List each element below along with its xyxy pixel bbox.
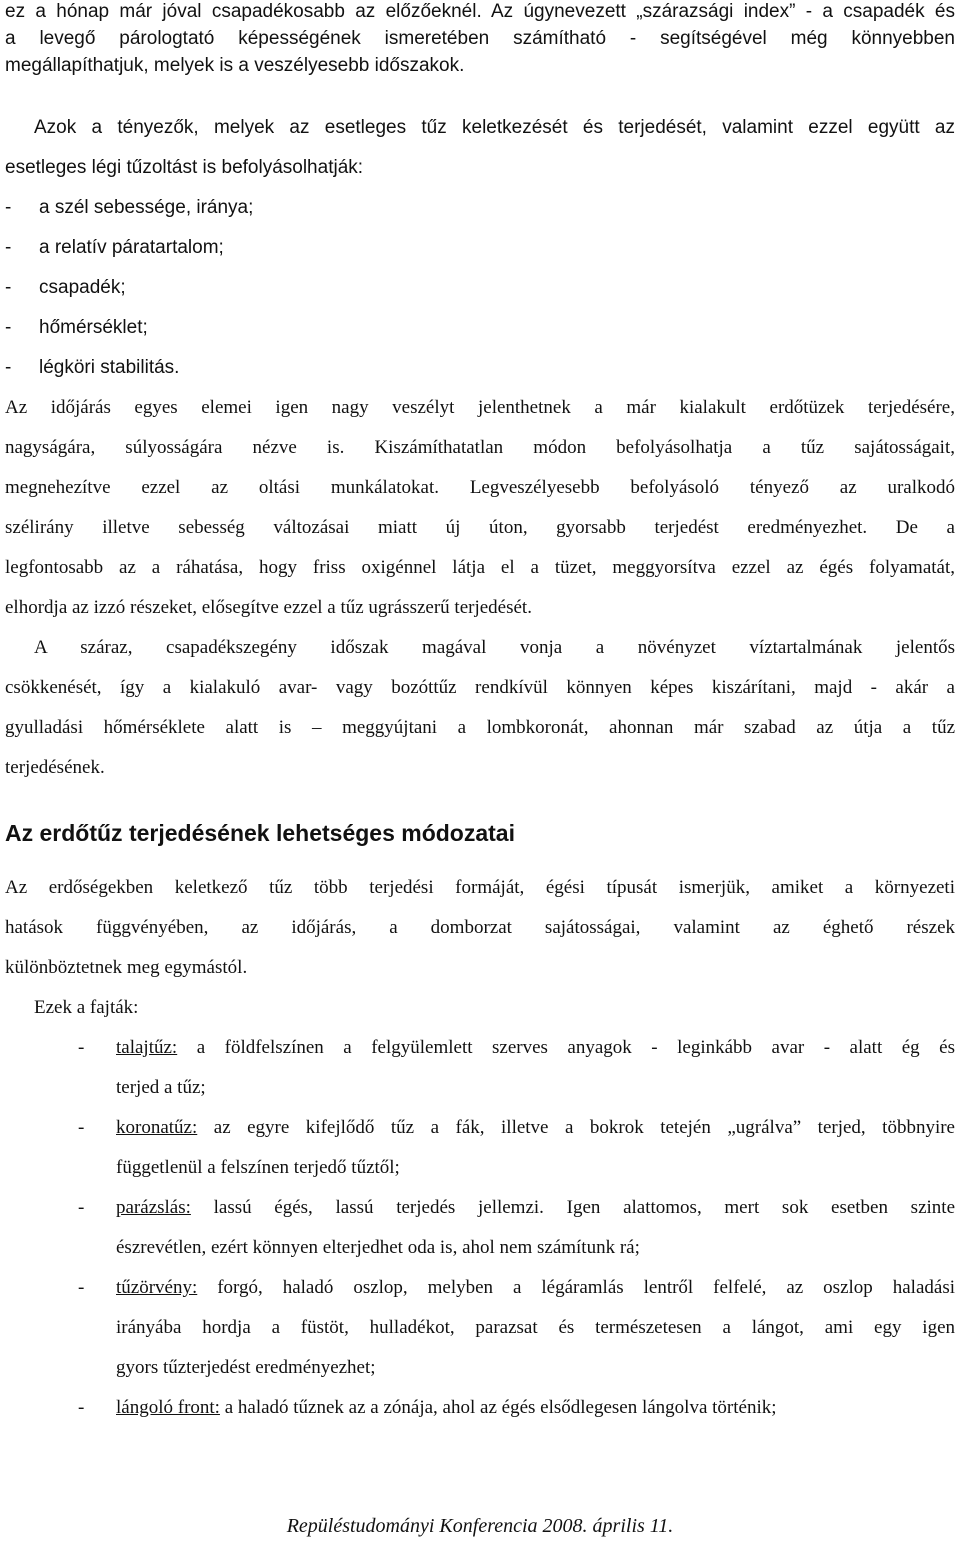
intro-paragraph bbox=[5, 0, 955, 77]
fire-type-term: parázslás: bbox=[116, 1197, 191, 1218]
section-paragraph bbox=[5, 868, 955, 1028]
paragraph-line: szélirány illetve sebesség változásai miatt új úton, gyorsabb terjedést eredményezhet. De a bbox=[5, 517, 955, 538]
fire-type-description: az egyre kifejlődő tűz a fák, illetve a bokrok tetején „ugrálva” terjed, többnyire bbox=[197, 1117, 955, 1138]
fire-type-description: észrevétlen, ezért könnyen elterjedhet oda is, ahol nem számítunk rá; bbox=[116, 1237, 640, 1258]
weather-paragraph bbox=[5, 388, 955, 628]
list-item bbox=[5, 348, 955, 388]
list-dash: - bbox=[78, 1117, 85, 1138]
fire-type-description: gyors tűzterjedést eredményezhet; bbox=[116, 1357, 376, 1378]
list-dash: - bbox=[5, 237, 12, 258]
paragraph-line: Az időjárás egyes elemei igen nagy veszélyt jelenthetnek a már kialakult erdőtüzek terjedésére, bbox=[5, 397, 955, 418]
intro-line: ez a hónap már jóval csapadékosabb az előzőeknél. Az úgynevezett „szárazsági index” - a csapadék és bbox=[5, 1, 955, 22]
list-dash: - bbox=[78, 1397, 85, 1418]
list-item bbox=[5, 228, 955, 268]
list-item bbox=[5, 188, 955, 228]
paragraph-line: A száraz, csapadékszegény időszak magával vonja a növényzet víztartalmának jelentős bbox=[34, 637, 955, 658]
fire-type-term: tűzörvény: bbox=[116, 1277, 198, 1298]
intro-line: a levegő párologtató képességének ismeretében számítható - segítségével még könnyebben bbox=[5, 28, 955, 49]
fire-type-description: terjed a tűz; bbox=[116, 1077, 206, 1098]
list-item-text: légköri stabilitás. bbox=[39, 357, 180, 378]
list-item-text: a szél sebessége, iránya; bbox=[39, 197, 254, 218]
list-item-text: a relatív páratartalom; bbox=[39, 237, 224, 258]
fire-type-item bbox=[5, 1188, 955, 1268]
paragraph-line: gyulladási hőmérséklete alatt is – meggyújtani a lombkoronát, ahonnan már szabad az útja a tűz bbox=[5, 717, 955, 738]
fire-type-item bbox=[5, 1388, 955, 1428]
fire-type-term: talajtűz: bbox=[116, 1037, 178, 1058]
list-dash: - bbox=[5, 357, 12, 378]
list-item bbox=[5, 268, 955, 308]
types-intro: Ezek a fajták: bbox=[34, 997, 139, 1018]
fire-type-item bbox=[5, 1108, 955, 1188]
list-dash: - bbox=[78, 1037, 85, 1058]
paragraph-line: terjedésének. bbox=[5, 757, 105, 778]
paragraph-line: hatások függvényében, az időjárás, a domborzat sajátosságai, valamint az éghető részek bbox=[5, 917, 955, 938]
fire-type-description: függetlenül a felszínen terjedő tűztől; bbox=[116, 1157, 400, 1178]
fire-type-item bbox=[5, 1028, 955, 1108]
fire-type-description: lassú égés, lassú terjedés jellemzi. Igen alattomos, mert sok esetben szinte bbox=[190, 1197, 955, 1218]
factors-line: esetleges légi tűzoltást is befolyásolhatják: bbox=[5, 157, 364, 178]
factors-line: Azok a tényezők, melyek az esetleges tűz keletkezését és terjedését, valamint ezzel együtt az bbox=[34, 117, 955, 138]
paragraph-line: elhordja az izzó részeket, elősegítve ezzel a tűz ugrásszerű terjedését. bbox=[5, 597, 532, 618]
list-item-text: csapadék; bbox=[39, 277, 126, 298]
fire-type-description: a földfelszínen a felgyülemlett szerves anyagok - leginkább avar - alatt ég és bbox=[177, 1037, 955, 1058]
page-footer: Repüléstudományi Konferencia 2008. április 11. bbox=[286, 1515, 674, 1537]
paragraph-line: nagyságára, súlyosságára nézve is. Kiszámíthatatlan módon befolyásolhatja a tűz sajátosságait, bbox=[5, 437, 955, 458]
paragraph-line: legfontosabb az a ráhatása, hogy friss oxigénnel látja el a tüzet, meggyorsítva ezzel az égés folyamatát, bbox=[5, 557, 955, 578]
list-item bbox=[5, 308, 955, 348]
paragraph-line: különböztetnek meg egymástól. bbox=[5, 957, 248, 978]
list-dash: - bbox=[78, 1197, 85, 1218]
fire-types-list bbox=[5, 1028, 955, 1428]
paragraph-line: csökkenését, így a kialakuló avar- vagy bozóttűz rendkívül könnyen képes kiszárítani, majd - akár a bbox=[5, 677, 955, 698]
paragraph-line: megnehezítve ezzel az oltási munkálatokat. Legveszélyesebb befolyásoló tényező az uralkodó bbox=[5, 477, 955, 498]
list-dash: - bbox=[5, 317, 12, 338]
fire-type-description: irányába hordja a füstöt, hulladékot, parazsat és természetesen a lángot, ami egy igen bbox=[116, 1317, 955, 1338]
list-item-text: hőmérséklet; bbox=[39, 317, 148, 338]
fire-type-description: a haladó tűznek az a zónája, ahol az égés elsődlegesen lángolva történik; bbox=[219, 1397, 777, 1418]
fire-type-term: lángoló front: bbox=[116, 1397, 220, 1418]
list-dash: - bbox=[5, 277, 12, 298]
paragraph-line: Az erdőségekben keletkező tűz több terjedési formáját, égési típusát ismerjük, amiket a környezeti bbox=[5, 877, 955, 898]
list-dash: - bbox=[5, 197, 12, 218]
factors-list bbox=[5, 188, 955, 388]
section-heading: Az erdőtűz terjedésének lehetséges módozatai bbox=[5, 820, 515, 846]
factors-paragraph bbox=[5, 108, 955, 388]
intro-line: megállapíthatjuk, melyek is a veszélyesebb időszakok. bbox=[5, 55, 465, 76]
fire-type-item bbox=[5, 1268, 955, 1388]
dry-season-paragraph bbox=[5, 628, 955, 788]
fire-type-term: koronatűz: bbox=[116, 1117, 198, 1138]
list-dash: - bbox=[78, 1277, 85, 1298]
fire-type-description: forgó, haladó oszlop, melyben a légáramlás lentről felfelé, az oszlop haladási bbox=[197, 1277, 955, 1298]
